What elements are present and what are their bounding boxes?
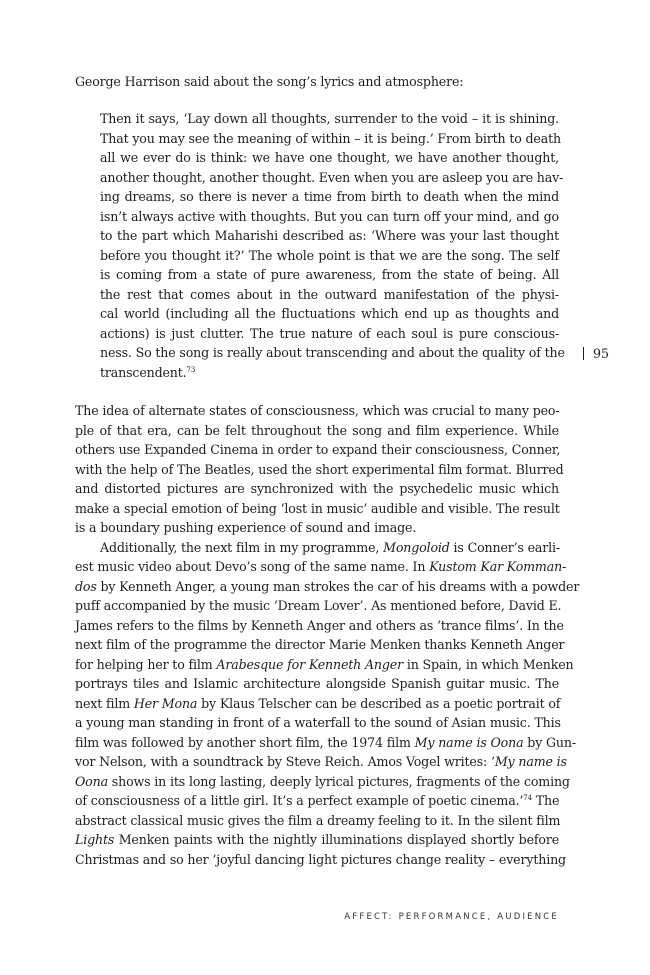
para2-line: [75, 772, 570, 792]
para2-line: [100, 538, 559, 558]
quote-line: ing dreams, so there is never a time from birth to death when the mind: [100, 189, 559, 204]
para2-text: est music video about Devo’s song of the same name. In: [75, 559, 430, 574]
para2-text: by Gun-: [523, 734, 576, 750]
para2-line: a young man standing in front of a waterfall to the sound of Asian music. This: [75, 715, 561, 730]
para1-line: ple of that era, can be felt throughout the song and film experience. While: [75, 422, 559, 438]
film-title-kustom-kar: Kustom Kar Komman-: [429, 559, 567, 574]
para1-line: is a boundary pushing experience of sound and image.: [75, 520, 417, 535]
page-number-value: 95: [593, 346, 610, 361]
running-footer: AFFECT: PERFORMANCE, AUDIENCE: [344, 912, 559, 922]
para2-text: is Conner’s earli-: [449, 539, 561, 555]
film-title-kustom-kar-cont: dos: [75, 578, 97, 594]
quote-line: That you may see the meaning of within – it is being.’ From birth to death: [100, 130, 561, 146]
quote-line: the rest that comes about in the outward manifestation of the physi-: [100, 286, 559, 302]
footnote-ref-74[interactable]: 74: [523, 793, 532, 802]
film-title-lights: Lights: [75, 832, 115, 847]
para2-line: portrays tiles and Islamic architecture alongside Spanish guitar music. The: [75, 676, 559, 691]
para1-line: make a special emotion of being ‘lost in music’ audible and visible. The result: [75, 500, 560, 516]
page-number-rule: [583, 347, 584, 360]
quote-line: cal world (including all the fluctuations which end up as thoughts and: [100, 306, 559, 321]
para2-line: abstract classical music gives the film a dreamy feeling to it. In the silent film: [75, 812, 561, 828]
para2-text: film was followed by another short film, the 1974 film: [75, 734, 415, 750]
para1-line: others use Expanded Cinema in order to expand their consciousness, Conner,: [75, 442, 561, 457]
quote-line: all we ever do is think: we have one thought, we have another thought,: [100, 150, 559, 165]
film-title-her-mona: Her Mona: [133, 695, 198, 711]
para2-text: shows in its long lasting, deeply lyrical pictures, fragments of the coming: [107, 773, 570, 789]
para2-line: [75, 752, 567, 772]
film-title-my-name-is: My name is: [494, 754, 567, 769]
quote-last-text: transcendent.: [100, 364, 187, 380]
para2-line: [75, 733, 576, 753]
quote-line: is coming from a state of pure awareness, from the state of being. All: [100, 267, 559, 282]
quote-line-last: [100, 363, 559, 383]
para2-line: [75, 655, 574, 675]
quote-line: before you thought it?’ The whole point is that we are the song. The self: [100, 247, 559, 263]
para2-line: James refers to the films by Kenneth Anger and others as ‘trance films’. In the: [75, 617, 564, 633]
para2-text: next film: [75, 695, 134, 711]
para2-line: [75, 694, 559, 714]
footnote-ref-73[interactable]: 73: [186, 365, 196, 374]
para2-text: The: [531, 793, 560, 808]
intro-line: George Harrison said about the song’s lyrics and atmosphere:: [75, 74, 464, 89]
para2-text: of consciousness of a little girl. It’s a perfect example of poetic cinema.’: [75, 793, 524, 808]
para2-text: in Spain, in which Menken: [402, 656, 574, 672]
para2-line: [75, 577, 580, 597]
page-number: [583, 344, 609, 364]
film-title-oona: Oona: [75, 773, 108, 789]
film-title-my-name-is-oona: My name is Oona: [414, 734, 524, 750]
para2-text: Menken paints with the nightly illuminations displayed shortly before: [114, 832, 559, 847]
quote-line: ness. So the song is really about transcending and about the quality of the: [100, 345, 565, 360]
quote-line: to the part which Maharishi described as: ‘Where was your last thought: [100, 228, 559, 243]
quote-line: isn’t always active with thoughts. But you can turn off your mind, and go: [100, 208, 559, 224]
para2-text: for helping her to film: [75, 656, 217, 672]
para2-line: [75, 830, 559, 850]
para2-text: by Klaus Telscher can be described as a poetic portrait of: [197, 695, 561, 711]
para2-line: next film of the programme the director Marie Menken thanks Kenneth Anger: [75, 637, 565, 652]
quote-line: another thought, another thought. Even when you are asleep you are hav-: [100, 169, 564, 185]
para1-line: The idea of alternate states of consciousness, which was crucial to many peo-: [75, 403, 560, 418]
para2-line: puff accompanied by the music ‘Dream Lover’. As mentioned before, David E.: [75, 598, 562, 613]
quote-line: Then it says, ‘Lay down all thoughts, surrender to the void – it is shining.: [100, 111, 559, 126]
quote-line: actions) is just clutter. The true nature of each soul is pure conscious-: [100, 325, 559, 341]
para2-line: [75, 557, 567, 577]
para2-text: by Kenneth Anger, a young man strokes the car of his dreams with a powder: [96, 578, 580, 594]
para2-line: [75, 791, 559, 811]
film-title-mongoloid: Mongoloid: [383, 539, 450, 555]
para1-line: and distorted pictures are synchronized with the psychedelic music which: [75, 481, 559, 496]
para2-text: Additionally, the next film in my programme,: [100, 539, 384, 555]
para2-line: Christmas and so her ‘joyful dancing light pictures change reality – everything: [75, 851, 566, 867]
para2-text: vor Nelson, with a soundtrack by Steve Reich. Amos Vogel writes: ‘: [75, 754, 495, 769]
film-title-arabesque: Arabesque for Kenneth Anger: [216, 656, 403, 672]
para1-line: with the help of The Beatles, used the short experimental film format. Blurred: [75, 461, 564, 477]
